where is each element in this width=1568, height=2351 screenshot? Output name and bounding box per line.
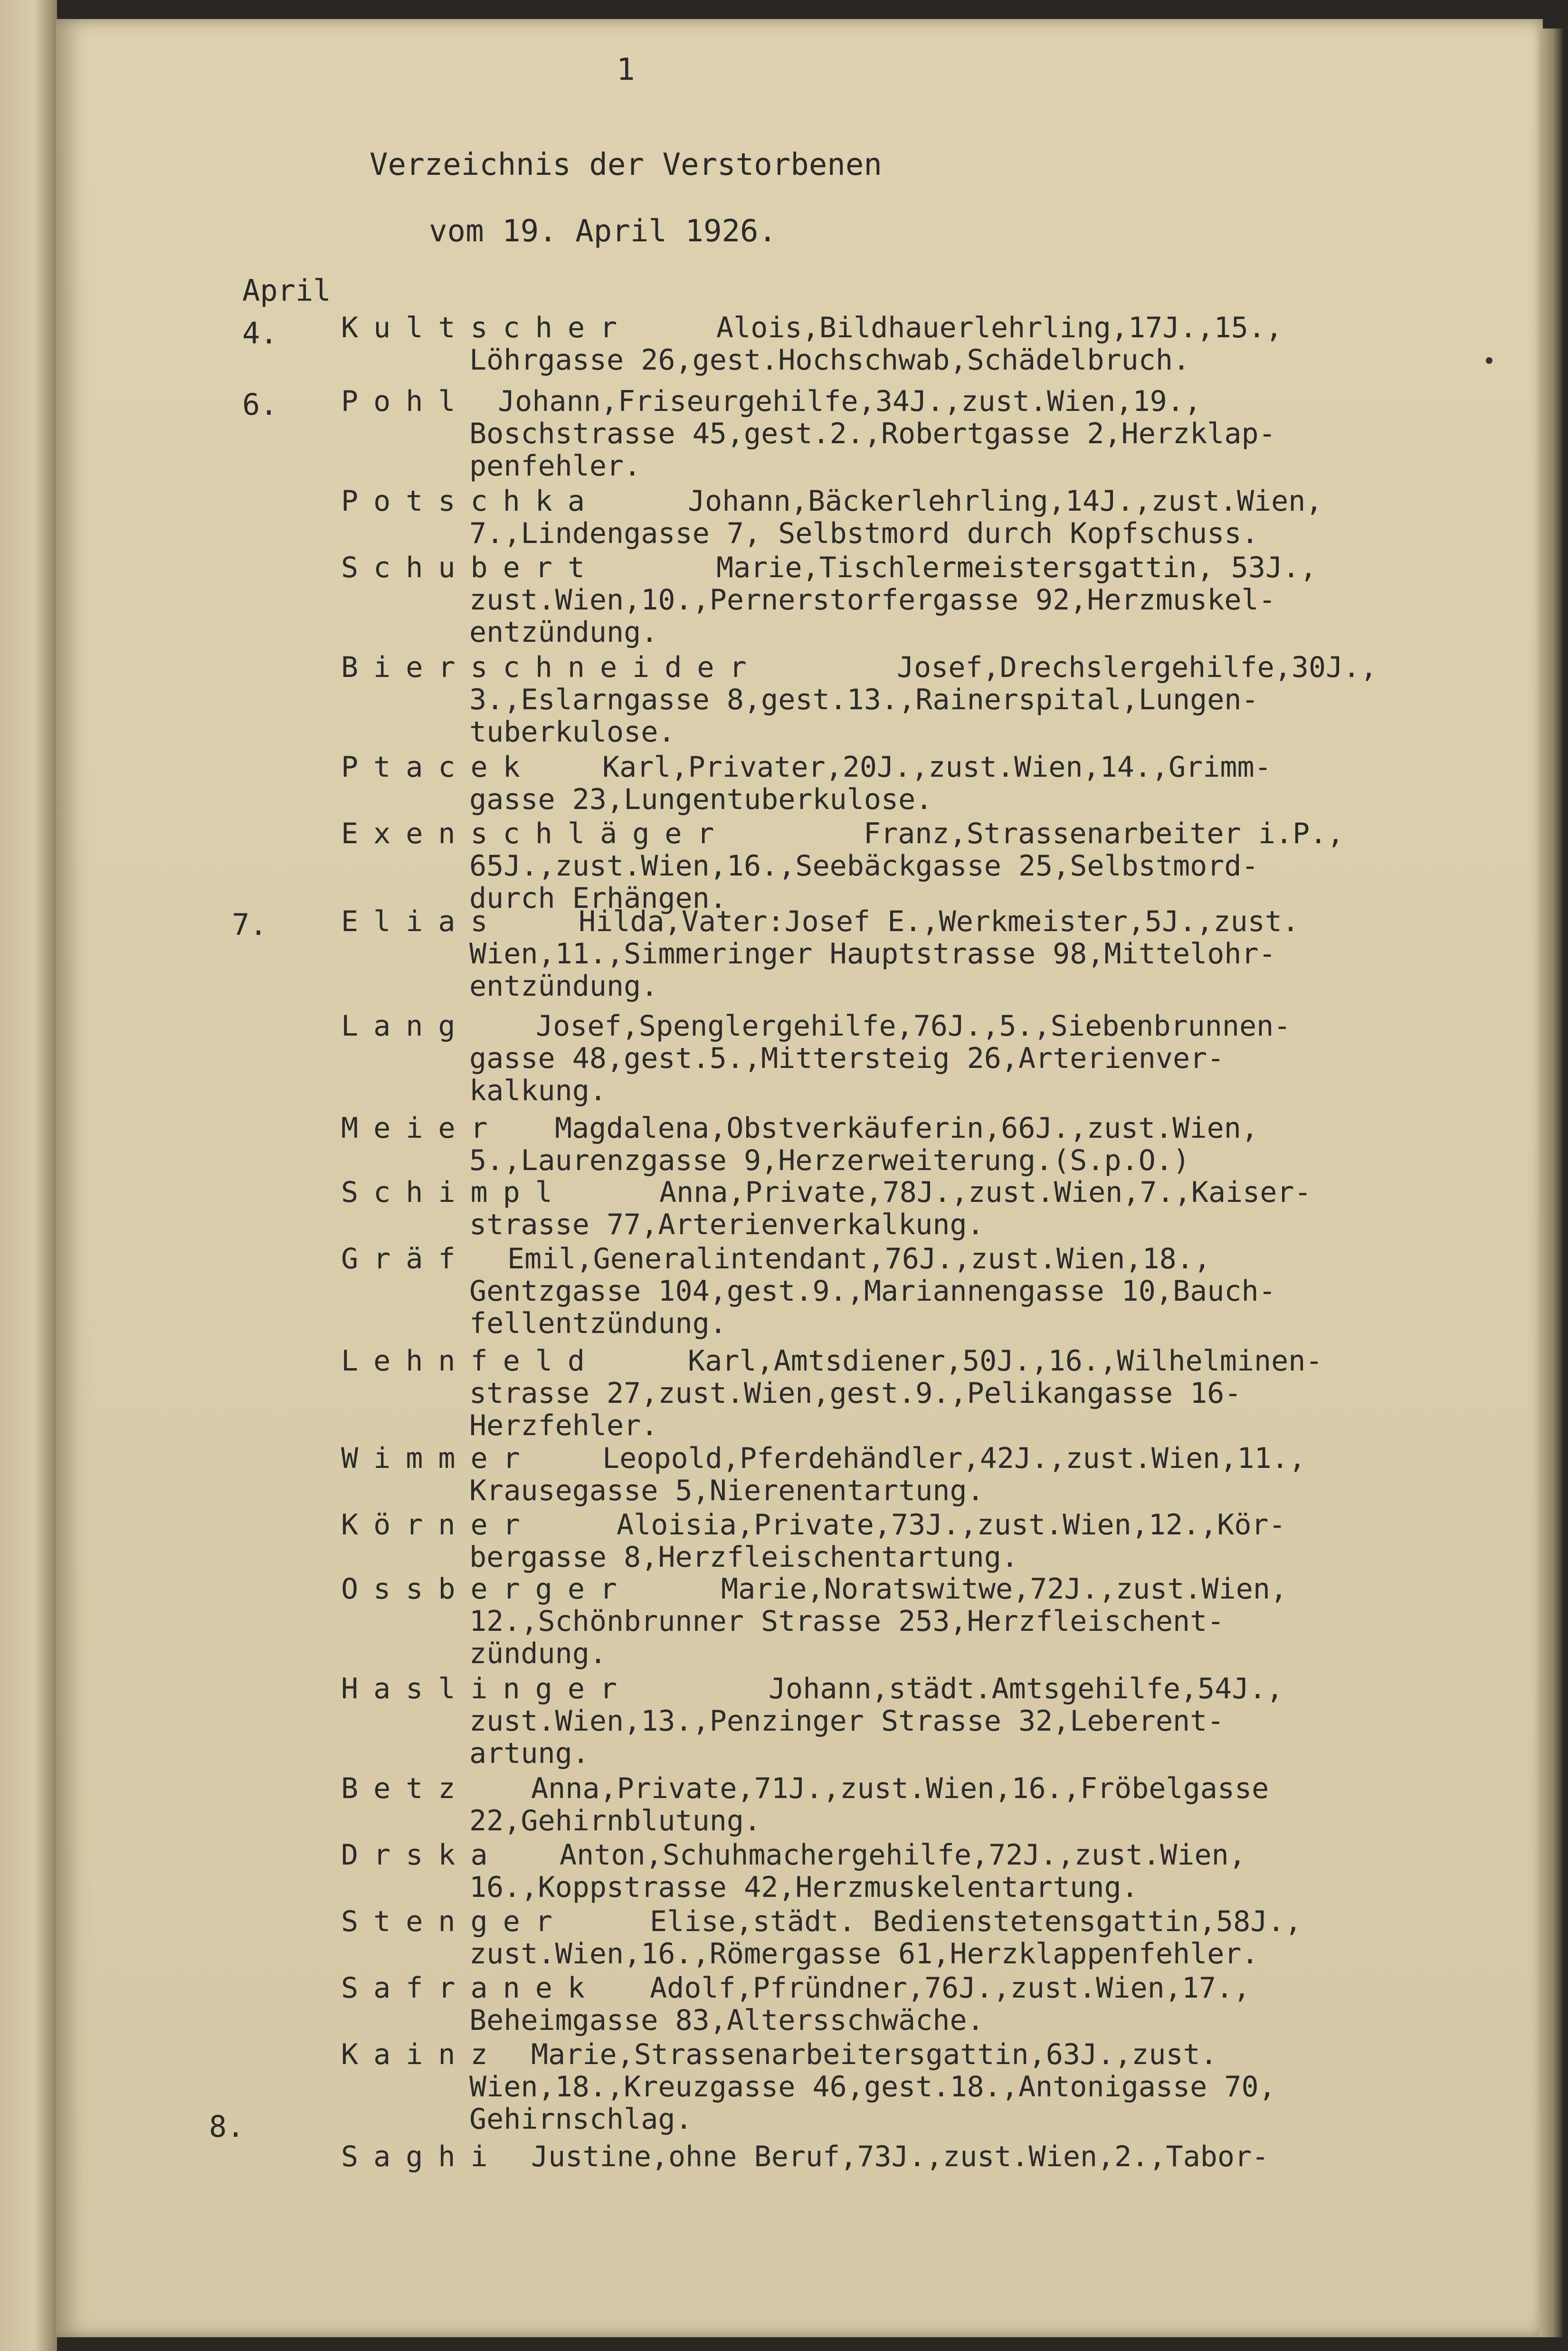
surname: Elias (341, 905, 503, 938)
surname: Wimmer (341, 1442, 535, 1475)
entry-line: 12.,Schönbrunner Strasse 253,Herzfleischent- (469, 1605, 1225, 1638)
entry-line: 22,Gehirnblutung. (469, 1804, 761, 1837)
entry-line: Hilda,Vater:Josef E.,Werkmeister,5J.,zust. (579, 905, 1300, 938)
entry-line: zust.Wien,10.,Pernerstorfergasse 92,Herzmuskel- (469, 583, 1276, 617)
entry-line: Gentzgasse 104,gest.9.,Mariannengasse 10,Bauch- (469, 1275, 1276, 1308)
entry-line: gasse 48,gest.5.,Mittersteig 26,Arterienver- (469, 1042, 1225, 1075)
entry-line: Aloisia,Private,73J.,zust.Wien,12.,Kör- (617, 1508, 1286, 1542)
entry-line: zust.Wien,13.,Penzinger Strasse 32,Leberent- (469, 1704, 1225, 1738)
entry-line: 7.,Lindengasse 7, Selbstmord durch Kopfschuss. (469, 517, 1259, 550)
page-number: 1 (617, 52, 635, 87)
entry-line: Marie,Strassenarbeitersgattin,63J.,zust. (531, 2038, 1217, 2071)
entry-line: Karl,Amtsdiener,50J.,16.,Wilhelminen- (688, 1344, 1323, 1378)
surname: Ptacek (341, 751, 535, 784)
entry-line: kalkung. (469, 1074, 607, 1107)
month-label: April (242, 273, 331, 308)
entry-line: Johann,Friseurgehilfe,34J.,zust.Wien,19., (498, 385, 1202, 418)
entry-line: Anna,Private,71J.,zust.Wien,16.,Fröbelgasse (531, 1772, 1269, 1805)
entry-line: Beheimgasse 83,Altersschwäche. (469, 2004, 984, 2037)
entry-line: artung. (469, 1737, 589, 1770)
surname: Lehnfeld (341, 1344, 600, 1378)
entry-line: Anna,Private,78J.,zust.Wien,7.,Kaiser- (659, 1176, 1311, 1209)
entry-line: zust.Wien,16.,Römergasse 61,Herzklappenfehler. (469, 1937, 1259, 1970)
entry-line: Marie,Noratswitwe,72J.,zust.Wien, (721, 1572, 1288, 1606)
entry-line: entzündung. (469, 616, 658, 649)
page-title: Verzeichnis der Verstorbenen (370, 147, 882, 182)
surname: Stenger (341, 1905, 568, 1938)
entries-list (56, 19, 1543, 2337)
surname: Gräf (341, 1242, 471, 1275)
entry-line: durch Erhängen. (469, 882, 727, 915)
entry-line: Karl,Privater,20J.,zust.Wien,14.,Grimm- (602, 751, 1272, 784)
surname: Lang (341, 1009, 471, 1043)
entry-line: penfehler. (469, 449, 641, 483)
surname: Ossberger (341, 1572, 633, 1606)
entry-line: fellentzündung. (469, 1307, 727, 1340)
entry-line: entzündung. (469, 970, 658, 1003)
document-page (56, 19, 1543, 2337)
entry-line: 3.,Eslarngasse 8,gest.13.,Rainerspital,Lungen- (469, 683, 1259, 716)
entry-line: Johann,städt.Amtsgehilfe,54J., (769, 1672, 1283, 1705)
entry-line: Wien,18.,Kreuzgasse 46,gest.18.,Antonigasse 70, (469, 2070, 1276, 2104)
entry-line: Leopold,Pferdehändler,42J.,zust.Wien,11., (602, 1442, 1306, 1475)
surname: Meier (341, 1112, 503, 1145)
page-edge (1539, 29, 1563, 2337)
surname: Kainz (341, 2038, 503, 2071)
entry-line: Justine,ohne Beruf,73J.,zust.Wien,2.,Tabor- (531, 2140, 1269, 2173)
entry-line: Anton,Schuhmachergehilfe,72J.,zust.Wien, (560, 1838, 1246, 1872)
surname: Pohl (341, 385, 471, 418)
surname: Kultscher (341, 311, 633, 344)
entry-line: Magdalena,Obstverkäuferin,66J.,zust.Wien, (555, 1112, 1259, 1145)
entry-line: Gehirnschlag. (469, 2103, 693, 2136)
surname: Exenschläger (341, 817, 730, 850)
facing-page-edge (0, 0, 57, 2351)
day-label: 6. (242, 387, 278, 422)
surname: Bierschneider (341, 651, 762, 684)
entry-line: 65J.,zust.Wien,16.,Seebäckgasse 25,Selbstmord- (469, 849, 1259, 883)
surname: Haslinger (341, 1672, 633, 1705)
entry-line: Wien,11.,Simmeringer Hauptstrasse 98,Mittelohr- (469, 937, 1276, 971)
surname: Betz (341, 1772, 471, 1805)
surname: Safranek (341, 1971, 600, 2005)
entry-line: Herzfehler. (469, 1409, 658, 1442)
entry-line: Franz,Strassenarbeiter i.P., (864, 817, 1344, 850)
day-label: 8. (209, 2109, 245, 2144)
entry-line: Elise,städt. Bedienstetensgattin,58J., (650, 1905, 1302, 1938)
entry-line: Johann,Bäckerlehrling,14J.,zust.Wien, (688, 485, 1323, 518)
entry-line: 5.,Laurenzgasse 9,Herzerweiterung.(S.p.O.) (469, 1144, 1190, 1177)
surname: Körner (341, 1508, 535, 1542)
day-label: 7. (232, 907, 267, 942)
entry-line: bergasse 8,Herzfleischentartung. (469, 1541, 1018, 1574)
entry-line: zündung. (469, 1637, 607, 1670)
entry-line: Josef,Spenglergehilfe,76J.,5.,Siebenbrunnen- (536, 1009, 1291, 1043)
surname: Saghi (341, 2140, 503, 2173)
surname: Schimpl (341, 1176, 568, 1209)
surname: Potschka (341, 485, 600, 518)
entry-line: Löhrgasse 26,gest.Hochschwab,Schädelbruch. (469, 343, 1190, 377)
entry-line: Emil,Generalintendant,76J.,zust.Wien,18., (507, 1242, 1211, 1275)
entry-line: 16.,Koppstrasse 42,Herzmuskelentartung. (469, 1871, 1139, 1904)
entry-line: strasse 77,Arterienverkalkung. (469, 1208, 984, 1241)
entry-line: Adolf,Pfründner,76J.,zust.Wien,17., (650, 1971, 1251, 2005)
entry-line: Marie,Tischlermeistersgattin, 53J., (716, 551, 1317, 584)
page-subtitle: vom 19. April 1926. (429, 214, 777, 249)
entry-line: Josef,Drechslergehilfe,30J., (897, 651, 1378, 684)
entry-line: Alois,Bildhauerlehrling,17J.,15., (716, 311, 1283, 344)
surname: Drska (341, 1838, 503, 1872)
day-label: 4. (242, 316, 278, 351)
entry-line: Krausegasse 5,Nierenentartung. (469, 1474, 984, 1507)
entry-line: Boschstrasse 45,gest.2.,Robertgasse 2,Herzklap- (469, 417, 1276, 450)
entry-line: strasse 27,zust.Wien,gest.9.,Pelikangasse 16- (469, 1377, 1242, 1410)
entry-line: gasse 23,Lungentuberkulose. (469, 783, 933, 816)
surname: Schubert (341, 551, 600, 584)
entry-line: tuberkulose. (469, 715, 675, 749)
